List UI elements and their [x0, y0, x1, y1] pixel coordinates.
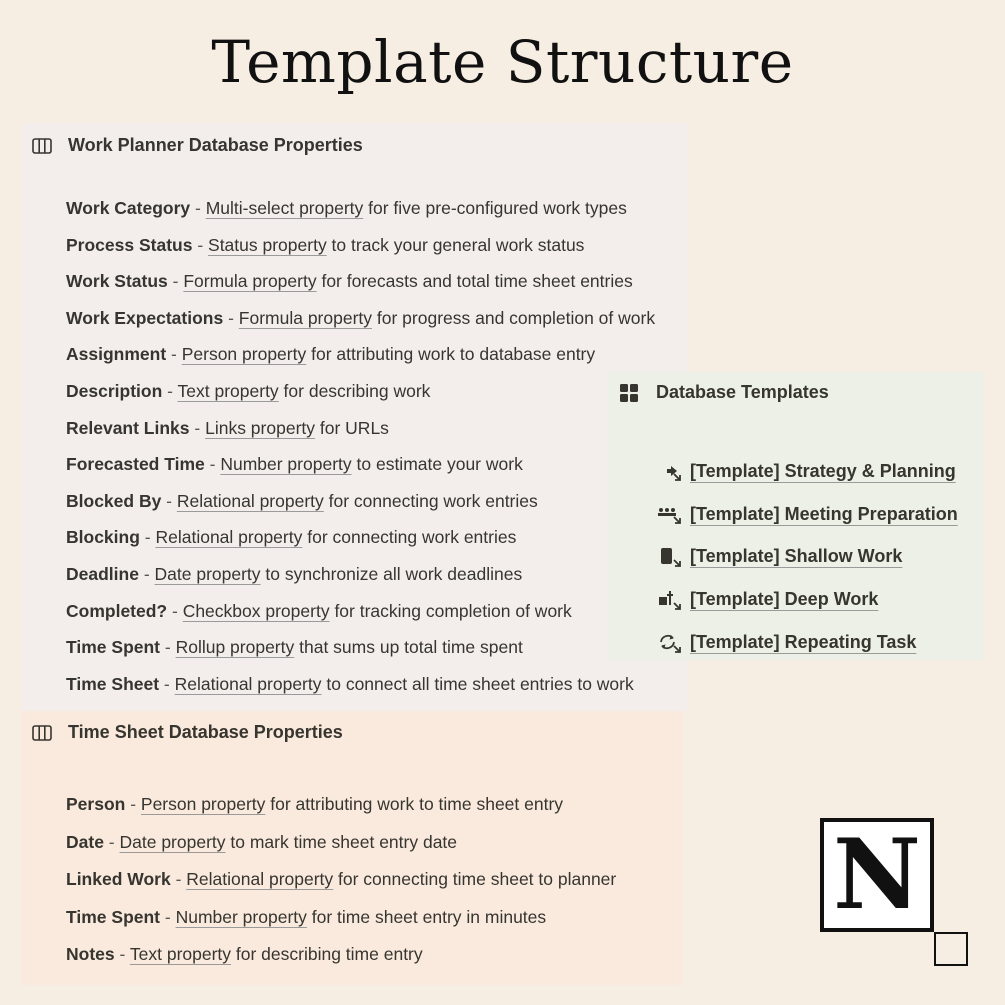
property-description: for URLs: [315, 417, 389, 438]
property-name: Time Sheet: [66, 673, 160, 694]
property-separator: -: [162, 380, 178, 401]
time-sheet-header: [32, 722, 343, 743]
property-description: to synchronize all work deadlines: [260, 563, 523, 584]
property-row: [66, 380, 655, 417]
property-name: Deadline: [66, 563, 139, 584]
property-separator: -: [166, 344, 182, 365]
property-name: Process Status: [66, 234, 193, 255]
property-separator: -: [160, 637, 176, 658]
property-separator: -: [167, 271, 184, 292]
property-row: [66, 943, 616, 981]
property-type-link[interactable]: Checkbox property: [182, 600, 330, 621]
property-name: Forecasted Time: [66, 454, 205, 475]
property-row: [66, 600, 655, 637]
repeat-icon: [656, 631, 684, 655]
property-name: Person: [66, 794, 126, 814]
template-label[interactable]: [Template] Deep Work: [690, 589, 879, 610]
property-type-link[interactable]: Relational property: [174, 673, 322, 694]
logo-square-decoration: [934, 932, 968, 966]
grid-icon: [620, 384, 642, 402]
property-type-link[interactable]: Number property: [175, 906, 307, 927]
page-title: Template Structure: [211, 28, 794, 96]
property-name: Completed?: [66, 600, 168, 621]
deep-work-icon: [656, 588, 684, 612]
table-icon: [32, 724, 54, 742]
property-row: [66, 831, 616, 869]
template-item[interactable]: [656, 578, 958, 621]
strategy-icon: [656, 459, 684, 483]
property-type-link[interactable]: Status property: [208, 234, 327, 255]
property-separator: -: [139, 527, 156, 548]
property-name: Work Expectations: [66, 307, 224, 328]
database-templates-heading: Database Templates: [656, 382, 829, 402]
property-separator: -: [189, 417, 206, 438]
database-templates-panel: [608, 372, 984, 660]
shallow-work-icon: [656, 545, 684, 569]
property-row: [66, 793, 616, 831]
template-item[interactable]: [656, 536, 958, 579]
property-name: Notes: [66, 944, 115, 964]
property-separator: -: [103, 831, 120, 852]
property-name: Time Spent: [66, 906, 161, 927]
property-type-link[interactable]: Rollup property: [175, 637, 295, 658]
property-row: [66, 453, 655, 490]
property-row: [66, 234, 655, 271]
time-sheet-panel: [22, 711, 682, 985]
property-row: [66, 906, 616, 944]
property-separator: -: [114, 944, 130, 964]
property-type-link[interactable]: Text property: [177, 380, 279, 401]
property-name: Relevant Links: [66, 417, 190, 438]
property-separator: -: [160, 906, 176, 927]
template-item[interactable]: [656, 493, 958, 536]
property-separator: -: [223, 307, 239, 328]
property-type-link[interactable]: Relational property: [186, 869, 334, 889]
time-sheet-heading: Time Sheet Database Properties: [68, 722, 343, 742]
property-name: Blocked By: [66, 490, 162, 511]
property-type-link[interactable]: Relational property: [155, 527, 303, 548]
property-description: for describing work: [278, 380, 431, 401]
property-description: for tracking completion of work: [329, 600, 572, 621]
property-separator: -: [167, 600, 183, 621]
work-planner-property-list: [66, 197, 655, 709]
property-name: Blocking: [66, 527, 140, 548]
template-item[interactable]: [656, 450, 958, 493]
property-row: [66, 307, 655, 344]
property-row: [66, 526, 655, 563]
property-type-link[interactable]: Person property: [181, 344, 307, 365]
property-description: for describing time entry: [231, 944, 423, 964]
property-name: Time Spent: [66, 637, 161, 658]
template-item[interactable]: [656, 621, 958, 664]
property-name: Date: [66, 831, 104, 852]
property-row: [66, 673, 655, 710]
property-separator: -: [125, 794, 141, 814]
property-row: [66, 563, 655, 600]
template-label[interactable]: [Template] Repeating Task: [690, 632, 917, 653]
property-description: for progress and completion of work: [372, 307, 656, 328]
property-type-link[interactable]: Formula property: [183, 271, 317, 292]
property-separator: -: [170, 869, 187, 889]
property-separator: -: [192, 234, 209, 255]
property-type-link[interactable]: Formula property: [238, 307, 373, 328]
work-planner-panel: [22, 123, 688, 711]
property-row: [66, 417, 655, 454]
property-description: for connecting work entries: [323, 490, 538, 511]
property-separator: -: [161, 490, 177, 511]
database-templates-header: [620, 382, 829, 403]
property-name: Work Category: [66, 198, 191, 218]
table-icon: [32, 137, 54, 155]
property-type-link[interactable]: Relational property: [176, 490, 324, 511]
property-type-link[interactable]: Multi-select property: [205, 198, 364, 218]
property-row: [66, 343, 655, 380]
property-separator: -: [159, 673, 175, 694]
template-label[interactable]: [Template] Strategy & Planning: [690, 460, 956, 481]
logo-letter: N: [833, 818, 921, 931]
property-description: for time sheet entry in minutes: [306, 906, 547, 927]
property-description: to track your general work status: [326, 234, 585, 255]
property-name: Assignment: [66, 344, 167, 365]
time-sheet-property-list: [66, 793, 616, 981]
property-row: [66, 490, 655, 527]
property-description: for five pre-configured work types: [363, 198, 627, 218]
property-description: to connect all time sheet entries to work: [321, 673, 634, 694]
property-name: Description: [66, 380, 163, 401]
property-row: [66, 868, 616, 906]
property-name: Linked Work: [66, 869, 171, 889]
property-description: for attributing work to database entry: [306, 344, 596, 365]
property-type-link[interactable]: Date property: [154, 563, 261, 584]
property-separator: -: [138, 563, 155, 584]
property-name: Work Status: [66, 271, 168, 292]
meeting-icon: [656, 502, 684, 526]
property-type-link[interactable]: Person property: [140, 794, 266, 814]
property-description: for forecasts and total time sheet entries: [316, 271, 633, 292]
property-description: that sums up total time spent: [294, 637, 523, 658]
notion-logo-icon: [820, 818, 934, 932]
property-description: to estimate your work: [351, 454, 523, 475]
property-description: to mark time sheet entry date: [225, 831, 458, 852]
template-label[interactable]: [Template] Shallow Work: [690, 546, 903, 567]
property-row: [66, 636, 655, 673]
property-row: [66, 270, 655, 307]
property-type-link[interactable]: Date property: [119, 831, 226, 852]
template-list: [656, 450, 958, 664]
property-separator: -: [204, 454, 221, 475]
property-row: [66, 197, 655, 234]
template-label[interactable]: [Template] Meeting Preparation: [690, 503, 958, 524]
property-separator: -: [190, 198, 206, 218]
work-planner-heading: Work Planner Database Properties: [68, 135, 363, 155]
property-description: for connecting time sheet to planner: [333, 869, 617, 889]
property-type-link[interactable]: Links property: [205, 417, 316, 438]
work-planner-header: [32, 135, 363, 156]
property-description: for attributing work to time sheet entry: [265, 794, 564, 814]
property-type-link[interactable]: Number property: [220, 454, 352, 475]
property-description: for connecting work entries: [302, 527, 517, 548]
property-type-link[interactable]: Text property: [129, 944, 232, 964]
